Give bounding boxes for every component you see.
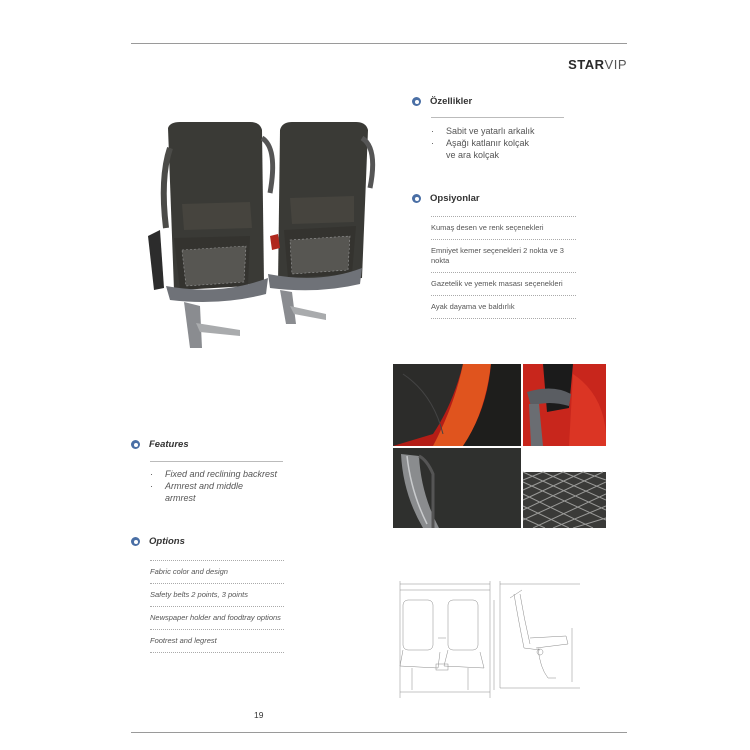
tr-features-heading: Özellikler	[412, 96, 472, 107]
section-badge-icon	[412, 97, 421, 106]
list-item: Gazetelik ve yemek masası seçenekleri	[431, 273, 576, 296]
tr-options-heading: Opsiyonlar	[412, 193, 480, 204]
list-item: armrest	[165, 493, 196, 503]
seat-main-photo	[130, 118, 380, 353]
list-item: · Fixed and reclining backrest	[150, 468, 277, 480]
list-item: Emniyet kemer seçenekleri 2 nokta ve 3 nokta	[431, 240, 576, 273]
tr-features-list	[431, 125, 535, 161]
bottom-rule	[131, 732, 627, 733]
en-features-list	[150, 468, 277, 504]
list-item: Safety belts 2 points, 3 points	[150, 584, 284, 607]
en-options-heading: Options	[131, 536, 185, 547]
en-options-list	[150, 560, 284, 653]
technical-drawing	[390, 578, 590, 700]
list-item: · Aşağı katlanır kolçak	[431, 137, 535, 149]
tr-options-list	[431, 216, 576, 319]
list-item: Kumaş desen ve renk seçenekleri	[431, 216, 576, 240]
detail-photos	[393, 364, 606, 528]
top-rule	[131, 43, 627, 44]
page-number: 19	[254, 710, 264, 720]
list-item: Ayak dayama ve baldırlık	[431, 296, 576, 319]
section-badge-icon	[131, 537, 140, 546]
list-item: Fabric color and design	[150, 560, 284, 584]
section-badge-icon	[131, 440, 140, 449]
brand-logo: STARVIP	[568, 57, 627, 72]
list-item: Newspaper holder and foodtray options	[150, 607, 284, 630]
en-features-divider	[150, 461, 283, 462]
list-item: ve ara kolçak	[446, 150, 500, 160]
list-item: · Sabit ve yatarlı arkalık	[431, 125, 535, 137]
en-features-heading: Features	[131, 439, 189, 450]
tr-features-divider	[431, 117, 564, 118]
list-item: · Armrest and middle	[150, 480, 277, 492]
list-item: Footrest and legrest	[150, 630, 284, 653]
section-badge-icon	[412, 194, 421, 203]
